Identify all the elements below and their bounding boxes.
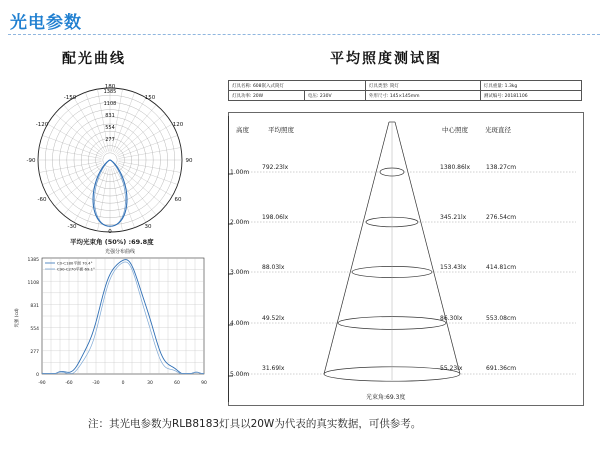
polar-spoke — [118, 163, 178, 185]
row-diameter: 553.08cm — [486, 315, 517, 322]
lamp-info-table — [228, 80, 582, 101]
row-diameter: 691.36cm — [486, 365, 517, 372]
angle-label: 90 — [185, 158, 193, 164]
light-cone — [228, 122, 576, 381]
y-tick: 1108 — [27, 281, 39, 286]
legend-entry: C90-C270平面 69.1° — [57, 266, 95, 272]
title-divider — [8, 34, 600, 35]
header-center: 中心照度 — [442, 126, 468, 134]
row-center: 153.43lx — [440, 264, 467, 271]
polar-spoke — [39, 147, 101, 158]
polar-distribution-chart — [20, 80, 200, 240]
header-average: 平均照度 — [268, 126, 294, 134]
info-cell: 灯具功率: 20W — [229, 91, 305, 101]
table-row — [229, 81, 582, 91]
polar-spoke — [118, 135, 178, 157]
row-height: 4.00m — [230, 320, 250, 327]
cone-edge — [324, 122, 389, 374]
angle-label: 180 — [104, 84, 116, 90]
header-diameter: 光斑直径 — [485, 126, 511, 134]
beam-angle-label: 光束角:69.3度 — [366, 394, 406, 401]
polar-spoke — [39, 162, 101, 173]
cartesian-ylabel: 光强 (cd) — [15, 308, 20, 328]
polar-spoke — [64, 105, 105, 154]
cartesian-distribution-chart — [12, 246, 208, 392]
polar-spoke — [117, 114, 166, 155]
angle-label: -30 — [67, 224, 77, 230]
angle-label: -90 — [26, 158, 36, 164]
radial-tick: 277 — [105, 137, 115, 143]
row-center: 86.30lx — [440, 315, 463, 322]
cartesian-legend — [45, 261, 95, 272]
x-tick: 60 — [174, 381, 180, 386]
radial-tick: 831 — [105, 113, 115, 119]
row-average: 49.52lx — [262, 315, 285, 322]
polar-spoke — [119, 147, 181, 158]
x-tick: 90 — [201, 381, 207, 386]
row-diameter: 138.27cm — [486, 164, 517, 171]
light-distribution-heading: 配光曲线 — [62, 51, 126, 67]
angle-label: 30 — [144, 224, 152, 230]
info-cell: 灯具重量: 1.3kg — [480, 81, 581, 91]
cartesian-grid — [42, 258, 204, 374]
angle-label: -60 — [37, 197, 47, 203]
polar-spoke — [116, 105, 157, 154]
row-average: 31.69lx — [262, 365, 285, 372]
x-tick: 30 — [147, 381, 153, 386]
cone-edge — [395, 122, 460, 374]
x-tick: -30 — [92, 381, 100, 386]
page-title: 光电参数 — [10, 13, 82, 33]
info-cell: 测试编号: 20181106 — [480, 91, 581, 101]
angle-label: -150 — [63, 95, 77, 101]
row-average: 198.06lx — [262, 214, 289, 221]
row-center: 55.23lx — [440, 365, 463, 372]
angle-label: 150 — [144, 95, 156, 101]
angle-label: 120 — [172, 122, 184, 128]
illuminance-headers — [236, 125, 512, 134]
y-tick: 1385 — [27, 258, 39, 263]
cartesian-y-ticks — [28, 257, 40, 378]
x-tick: -60 — [65, 381, 73, 386]
polar-spoke — [55, 114, 104, 155]
info-cell: 电压: 230V — [304, 91, 365, 101]
row-center: 345.21lx — [440, 214, 467, 221]
y-tick: 277 — [30, 350, 39, 355]
row-diameter: 276.54cm — [486, 214, 517, 221]
row-height: 5.00m — [230, 371, 250, 378]
row-height: 2.00m — [230, 219, 250, 226]
radial-tick: 554 — [105, 125, 115, 131]
row-height: 3.00m — [230, 269, 250, 276]
polar-spoke — [42, 135, 102, 157]
radial-tick: 1385 — [103, 89, 117, 95]
polar-spoke — [42, 163, 102, 185]
angle-label: 60 — [174, 197, 182, 203]
row-average: 88.03lx — [262, 264, 285, 271]
x-tick: 0 — [121, 381, 125, 386]
angle-label: 0 — [108, 229, 112, 235]
illuminance-cone-diagram — [228, 112, 584, 406]
table-row — [229, 91, 582, 101]
cartesian-title: 光强分布曲线 — [104, 249, 136, 255]
row-average: 792.23lx — [262, 164, 289, 171]
angle-label: -120 — [35, 122, 49, 128]
y-tick: 0 — [36, 373, 39, 378]
radial-tick: 1108 — [103, 101, 117, 107]
info-cell: 灯具类型: 筒灯 — [365, 81, 480, 91]
polar-beam-angle-caption: 平均光束角 (50%) :69.8度 — [70, 238, 154, 246]
y-tick: 831 — [30, 304, 39, 309]
polar-spoke — [119, 162, 181, 173]
cartesian-x-ticks — [38, 380, 207, 386]
row-diameter: 414.81cm — [486, 264, 517, 271]
polar-spoke — [113, 168, 135, 228]
info-cell: 灯具名称: 608嵌入式筒灯 — [229, 81, 366, 91]
legend-entry: C0-C180平面 70.4° — [57, 260, 93, 266]
info-cell: 外形尺寸: 145×145mm — [365, 91, 480, 101]
row-height: 1.00m — [230, 169, 250, 176]
y-tick: 554 — [30, 327, 39, 332]
polar-spoke — [85, 168, 107, 228]
x-tick: -90 — [38, 381, 46, 386]
average-illuminance-heading: 平均照度测试图 — [330, 51, 442, 67]
header-height: 高度 — [236, 126, 249, 134]
row-center: 1380.86lx — [440, 164, 471, 171]
footnote: 注：其光电参数为RLB8183灯具以20W为代表的真实数据，可供参考。 — [88, 418, 422, 430]
